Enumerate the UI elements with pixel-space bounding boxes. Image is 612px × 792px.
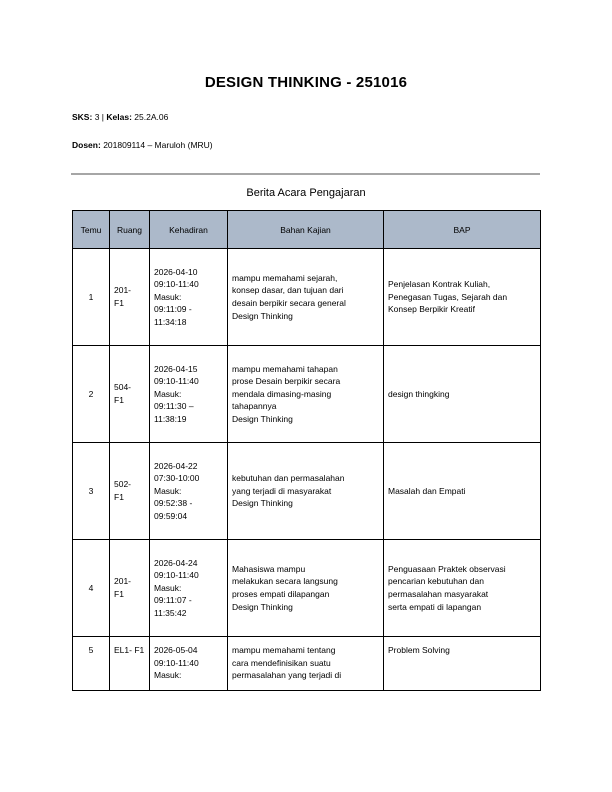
sks-label: SKS: — [72, 112, 93, 122]
cell-bap: Penguasaan Praktek observasi pencarian kebutuhan dan permasalahan masyarakat serta empati di lapangan — [384, 540, 541, 637]
cell-bahan-kajian: mampu memahami tahapan prose Desain berpikir secara mendala dimasing-masing tahapannya Design Thinking — [228, 346, 384, 443]
dosen-value: 201809114 – Maruloh (MRU) — [103, 140, 213, 150]
cell-ruang: 201- F1 — [110, 249, 150, 346]
table-header-row — [73, 211, 541, 249]
document-title: DESIGN THINKING - 251016 — [204, 74, 408, 91]
cell-bap: design thingking — [384, 346, 541, 443]
cell-bap: Problem Solving — [384, 637, 541, 691]
teaching-record-table — [72, 210, 541, 691]
cell-bahan-kajian: kebutuhan dan permasalahan yang terjadi di masyarakat Design Thinking — [228, 443, 384, 540]
cell-kehadiran: 2026-05-04 09:10-11:40 Masuk: — [150, 637, 228, 691]
cell-temu: 4 — [73, 540, 110, 637]
dosen-label: Dosen: — [72, 140, 101, 150]
kelas-value: 25.2A.06 — [134, 112, 169, 122]
header-bahan-kajian: Bahan Kajian — [228, 211, 384, 249]
table-row — [73, 249, 541, 346]
table-row — [73, 637, 541, 691]
cell-temu: 2 — [73, 346, 110, 443]
kelas-label: Kelas: — [106, 112, 132, 122]
cell-ruang: 201- F1 — [110, 540, 150, 637]
cell-temu: 3 — [73, 443, 110, 540]
cell-bahan-kajian: mampu memahami sejarah, konsep dasar, dan tujuan dari desain berpikir secara general Design Thinking — [228, 249, 384, 346]
cell-kehadiran: 2026-04-10 09:10-11:40 Masuk: 09:11:09 - 11:34:18 — [150, 249, 228, 346]
cell-kehadiran: 2026-04-22 07:30-10:00 Masuk: 09:52:38 - 09:59:04 — [150, 443, 228, 540]
table-row — [73, 443, 541, 540]
cell-kehadiran: 2026-04-15 09:10-11:40 Masuk: 09:11:30 – 11:38:19 — [150, 346, 228, 443]
cell-ruang: 504- F1 — [110, 346, 150, 443]
cell-temu: 1 — [73, 249, 110, 346]
divider-rule — [71, 173, 540, 175]
table-row — [73, 346, 541, 443]
sks-value: 3 — [94, 112, 100, 122]
cell-bap: Penjelasan Kontrak Kuliah, Penegasan Tugas, Sejarah dan Konsep Berpikir Kreatif — [384, 249, 541, 346]
cell-temu: 5 — [73, 637, 110, 691]
lecturer-meta — [72, 140, 213, 150]
cell-bahan-kajian: mampu memahami tentang cara mendefinisikan suatu permasalahan yang terjadi di — [228, 637, 384, 691]
table-row — [73, 540, 541, 637]
header-ruang: Ruang — [110, 211, 150, 249]
course-meta — [72, 112, 168, 122]
header-kehadiran: Kehadiran — [150, 211, 228, 249]
cell-kehadiran: 2026-04-24 09:10-11:40 Masuk: 09:11:07 - 11:35:42 — [150, 540, 228, 637]
separator: | — [101, 112, 105, 122]
cell-ruang: EL1- F1 — [110, 637, 150, 691]
cell-bahan-kajian: Mahasiswa mampu melakukan secara langsung proses empati dilapangan Design Thinking — [228, 540, 384, 637]
header-temu: Temu — [73, 211, 110, 249]
cell-bap: Masalah dan Empati — [384, 443, 541, 540]
header-bap: BAP — [384, 211, 541, 249]
cell-ruang: 502- F1 — [110, 443, 150, 540]
section-title: Berita Acara Pengajaran — [246, 187, 366, 199]
